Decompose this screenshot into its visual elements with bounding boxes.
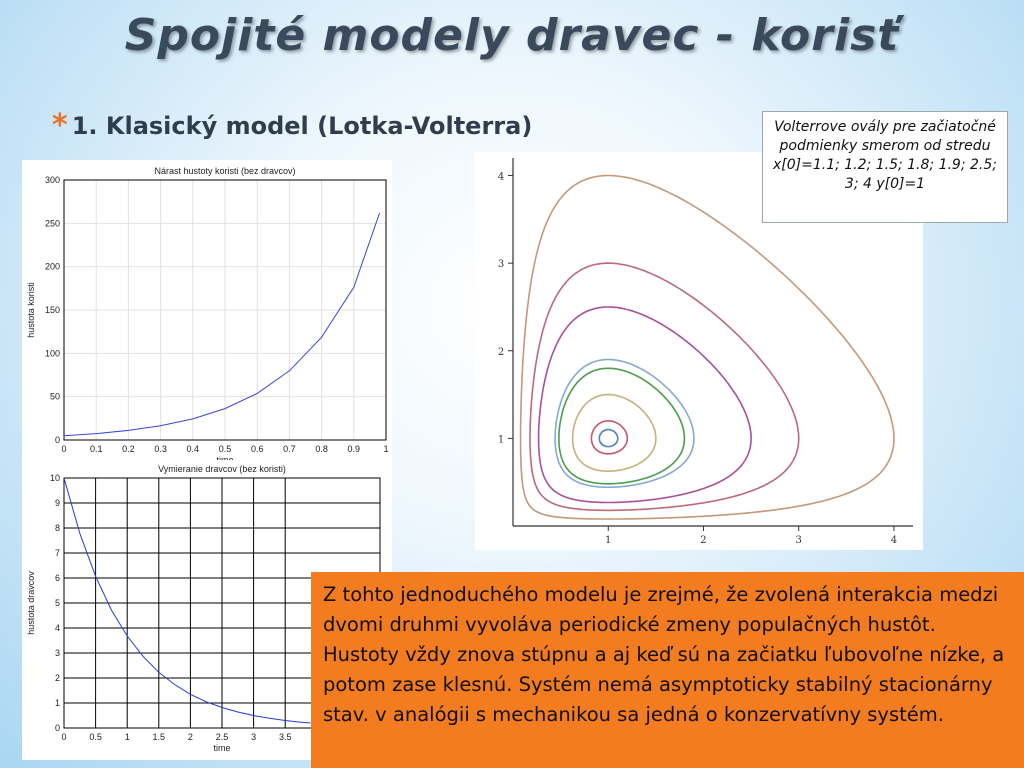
chart2-title: Vymieranie dravcov (bez koristi) <box>158 464 286 474</box>
chart2-series-line <box>64 478 311 723</box>
chart2-ytick: 4 <box>54 623 60 633</box>
chart2-ytick: 9 <box>54 498 60 508</box>
volterra-oval <box>591 421 627 454</box>
ovals-xtick: 4 <box>890 535 898 546</box>
chart1-ytick: 150 <box>44 305 60 315</box>
info-box: Volterrove ovály pre začiatočné podmienky smerom od stredu x[0]=1.1; 1.2; 1.5; 1.8; 1.9; 2.5; 3; 4 y[0]=1 <box>762 111 1008 223</box>
chart2-ytick: 3 <box>54 648 60 658</box>
chart2-xtick: 3.5 <box>278 732 292 742</box>
ovals-xtick: 2 <box>700 535 707 546</box>
ovals-ytick: 2 <box>497 346 505 358</box>
chart1-title: Nárast hustoty koristi (bez dravcov) <box>154 166 296 176</box>
chart1-series-line <box>64 213 380 436</box>
chart2-ytick: 5 <box>54 598 60 608</box>
volterra-oval <box>555 360 694 488</box>
ovals-ytick: 3 <box>497 259 505 271</box>
ovals-xtick: 3 <box>795 535 802 546</box>
chart1-xtick: 0 <box>61 444 67 454</box>
volterra-oval <box>521 176 894 520</box>
chart1-xtick: 0.4 <box>186 444 200 454</box>
chart1-xtick: 0.8 <box>315 444 328 454</box>
chart1-xtick: 0.9 <box>347 444 361 454</box>
chart1-xtick: 0.2 <box>122 444 135 454</box>
chart1-xtick: 0.1 <box>89 444 103 454</box>
chart1-ytick: 0 <box>54 435 60 445</box>
chart2-xtick: 1 <box>124 732 130 742</box>
chart2-xtick: 0.5 <box>89 732 102 742</box>
chart2-xtick: 0 <box>61 732 67 742</box>
bullet-star-icon: * <box>52 108 68 143</box>
chart1-ytick: 50 <box>49 391 60 402</box>
chart1-xtick: 0.7 <box>283 444 296 454</box>
chart2-xtick: 3 <box>251 732 257 742</box>
chart1-xtick: 1 <box>383 444 389 454</box>
chart1-ytick: 200 <box>44 261 60 272</box>
chart1-ylabel: hustota koristi <box>26 282 36 338</box>
chart1-ytick: 100 <box>44 348 60 359</box>
chart2-xtick: 2.5 <box>215 732 229 742</box>
chart2-xlabel: time <box>213 743 231 753</box>
chart2-ytick: 1 <box>54 698 60 708</box>
chart1-xtick: 0.3 <box>154 444 167 454</box>
bullet-item <box>52 108 533 143</box>
chart1-ytick: 250 <box>44 218 60 229</box>
chart1-ytick: 300 <box>44 175 60 185</box>
chart2-ytick: 8 <box>54 523 60 533</box>
ovals-xtick: 1 <box>605 535 612 546</box>
slide-title: Spojité modely dravec - korisť <box>124 10 900 61</box>
prey-growth-chart <box>22 160 392 466</box>
chart1-xtick: 0.6 <box>250 444 264 454</box>
ovals-ytick: 4 <box>497 171 505 183</box>
volterra-oval <box>599 430 618 447</box>
chart2-ytick: 2 <box>54 673 60 683</box>
chart1-xtick: 0.5 <box>218 444 232 454</box>
chart2-xtick: 2 <box>187 732 193 742</box>
conclusion-box: Z tohto jednoduchého modelu je zrejmé, že zvolená interakcia medzi dvomi druhmi vyvoláva periodické zmeny populačných hustôt. Hustoty vždy znova stúpnu a aj keď sú na začiatku ľubovoľne nízke, a potom zase klesnú. Systém nemá asymptoticky stabilný stacionárny stav. v analógii s mechanikou sa jedná o konzervatívny systém. <box>311 572 1024 768</box>
chart2-ytick: 10 <box>49 473 60 483</box>
chart2-xtick: 1.5 <box>152 732 166 742</box>
chart2-ytick: 7 <box>54 548 60 558</box>
ovals-ytick: 1 <box>497 434 505 446</box>
chart2-ylabel: hustota dravcov <box>26 571 36 635</box>
bullet-text: 1. Klasický model (Lotka-Volterra) <box>71 112 533 140</box>
prey-growth-svg <box>22 160 392 466</box>
chart2-ytick: 6 <box>54 573 60 583</box>
chart2-ytick: 0 <box>54 723 60 733</box>
